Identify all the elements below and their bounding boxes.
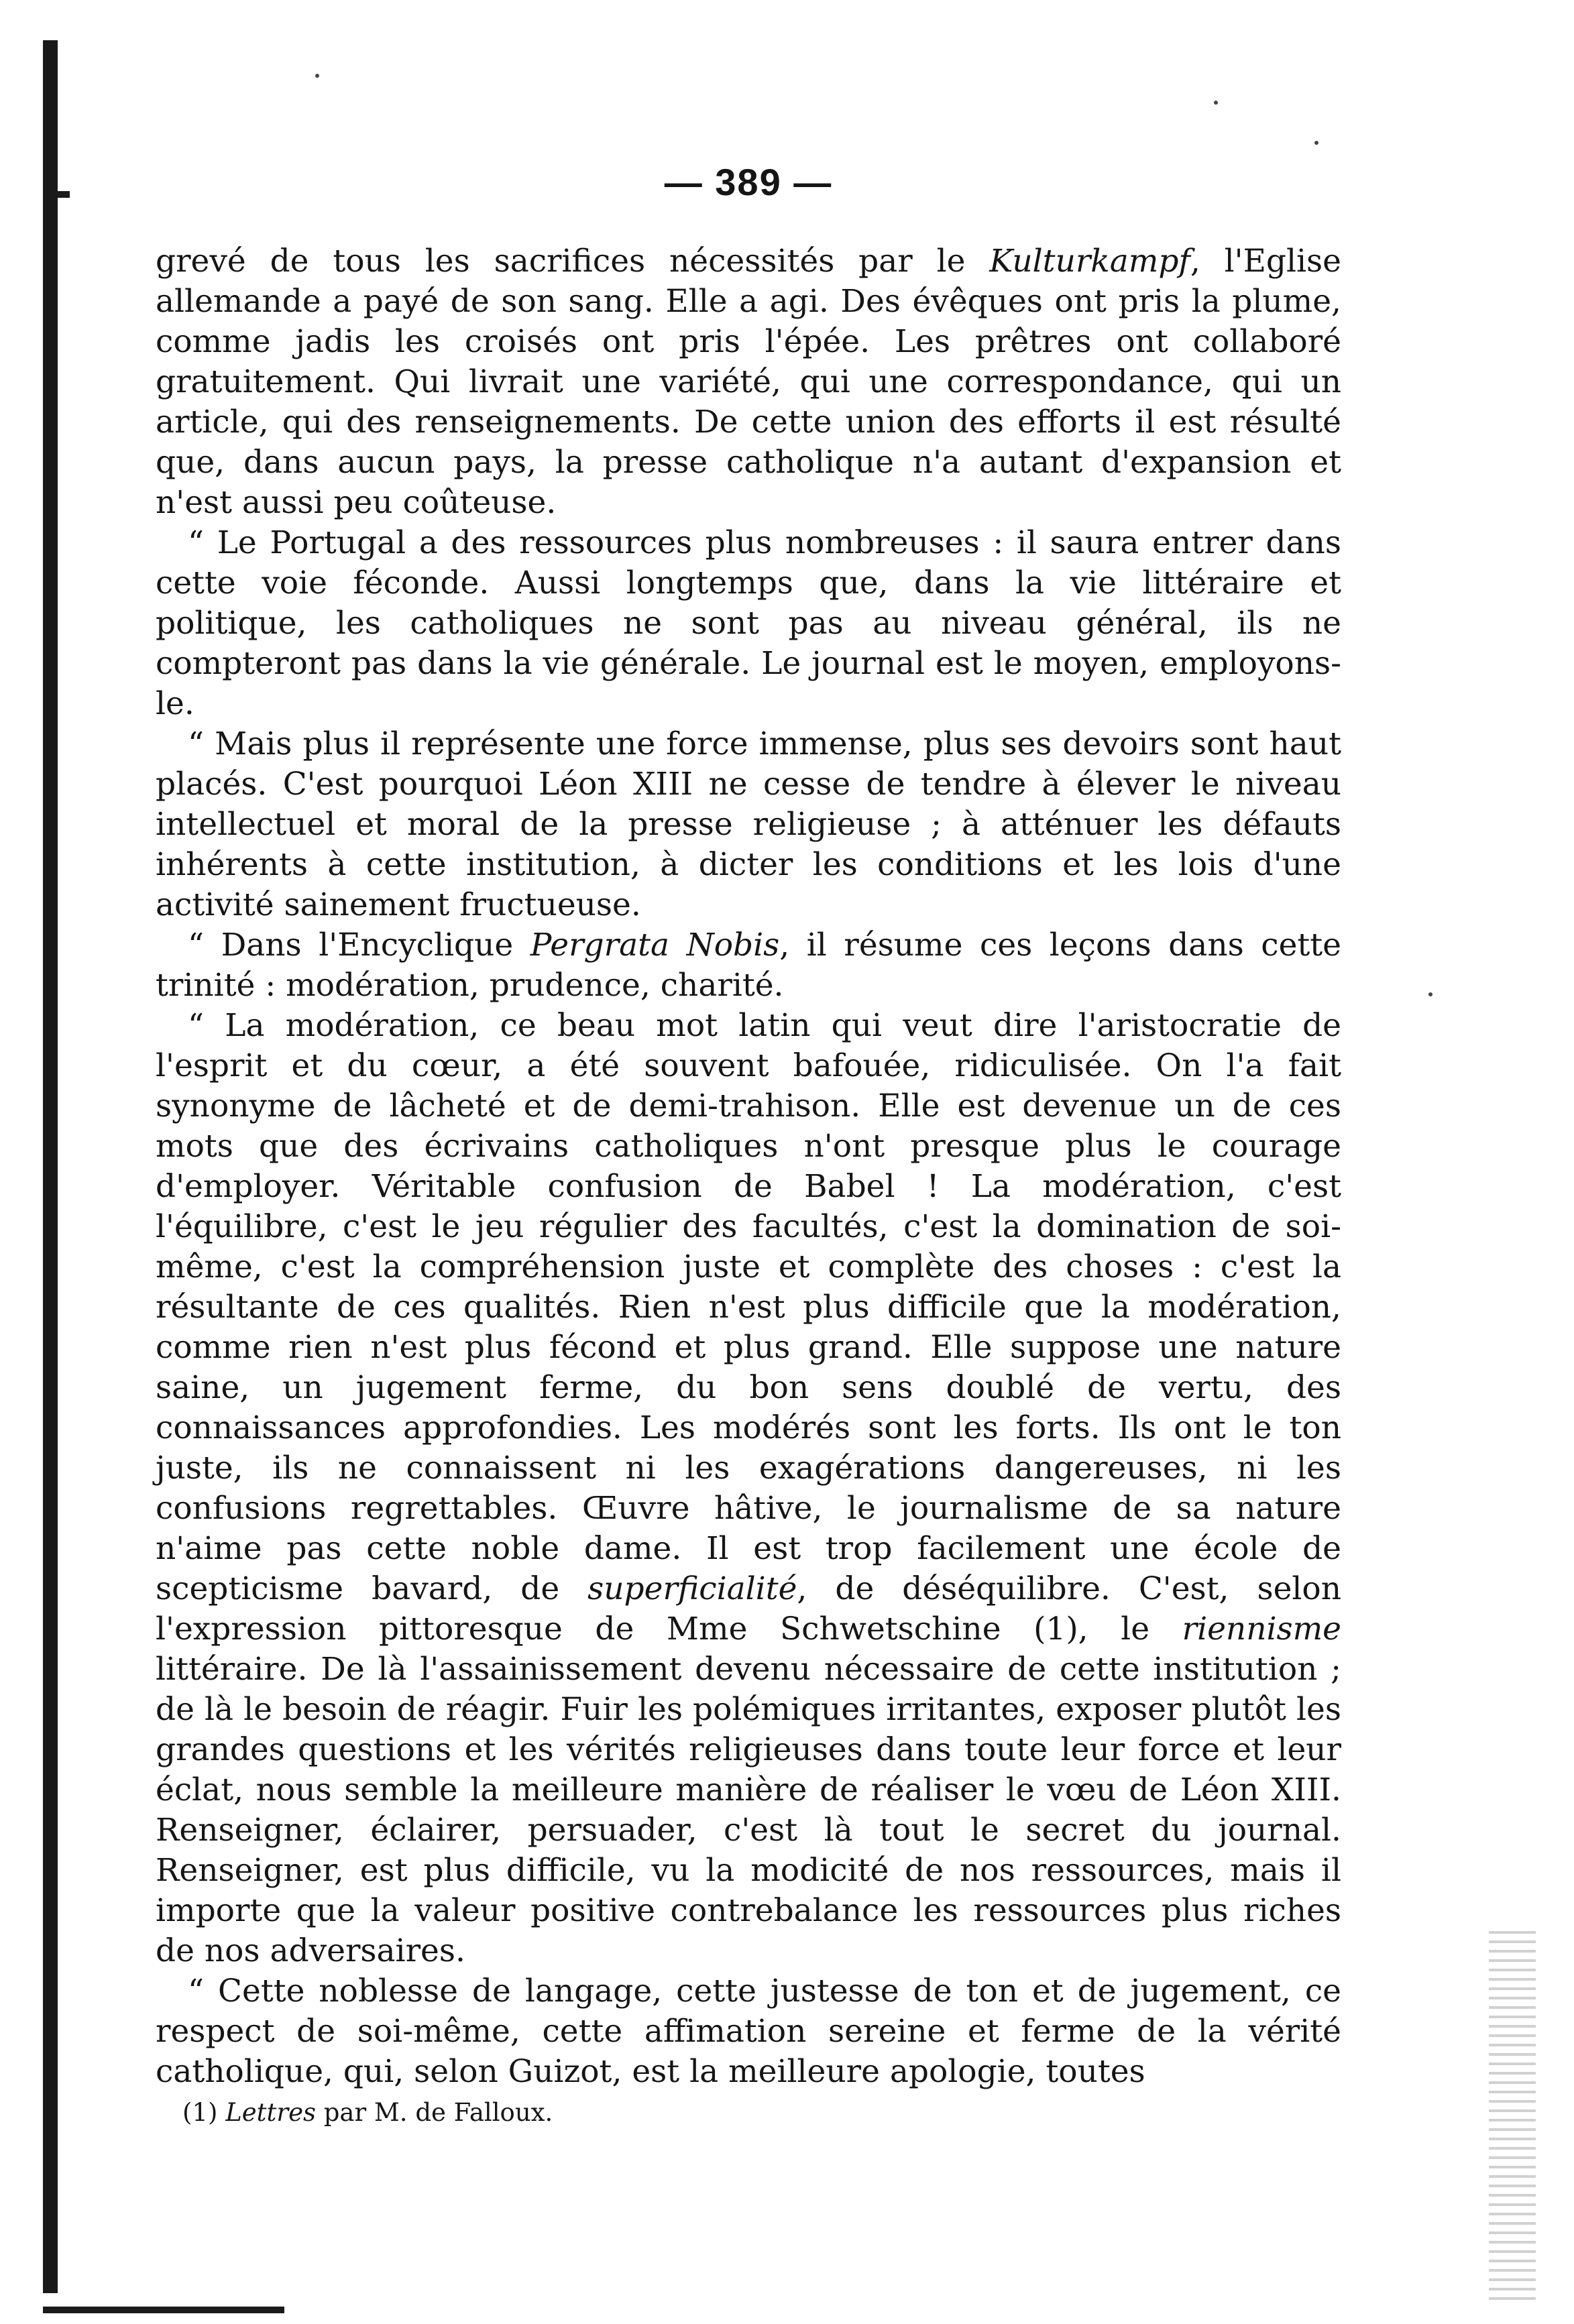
- italic-text: Kulturkampf: [989, 243, 1190, 280]
- page-number: — 389 —: [664, 161, 833, 203]
- paragraph: [156, 1971, 1341, 2092]
- margin-scan-noise: [1489, 1931, 1536, 2307]
- paragraph: [156, 925, 1341, 1006]
- paragraph: [156, 241, 1341, 523]
- paragraph: [156, 523, 1341, 724]
- paragraph: [156, 1006, 1341, 1971]
- print-speck: [315, 74, 319, 78]
- body-text: [156, 241, 1341, 2092]
- text-run: , de déséquilibre. C'est, selon l'expression pittoresque de Mme Schwetschine (1), le: [156, 1570, 1341, 1647]
- text-run: “ Le Portugal a des ressources plus nombreuses : il saura entrer dans cette voie féconde. Aussi longtemps que, dans la vie littéraire et politique, les catholiques ne sont pas au niveau général, ils ne compteront pas dans la vie générale. Le journal est le moyen, employons-le.: [156, 524, 1341, 722]
- italic-text: riennisme: [1182, 1611, 1341, 1647]
- footnote: [156, 2096, 1341, 2130]
- footnote-text: par M. de Falloux.: [315, 2098, 553, 2127]
- paragraph: [156, 724, 1341, 925]
- text-run: , l'Eglise allemande a payé de son sang. Elle a agi. Des évêques ont pris la plume, comme jadis les croisés ont pris l'épée. Les prêtres ont collaboré gratuitement. Qui livrait une variété, qui une correspondance, qui un article, qui des renseignements. De cette union des efforts il est résulté que, dans aucun pays, la presse catholique n'a autant d'expansion et n'est aussi peu coûteuse.: [156, 243, 1341, 521]
- text-run: “ Cette noblesse de langage, cette justesse de ton et de jugement, ce respect de soi-même, cette affimation sereine et ferme de la vérité catholique, qui, selon Guizot, est la meilleure apologie, toutes: [156, 1973, 1341, 2090]
- text-run: “ Dans l'Encyclique: [188, 927, 530, 964]
- text-run: , il résume ces leçons dans cette trinité : modération, prudence, charité.: [156, 927, 1341, 1004]
- print-speck: [1314, 141, 1318, 145]
- text-run: “ Mais plus il représente une force immense, plus ses devoirs sont haut placés. C'est pourquoi Léon XIII ne cesse de tendre à élever le niveau intellectuel et moral de la presse religieuse ; à atténuer les défauts inhérents à cette institution, à dicter les conditions et les lois d'une activité sainement fructueuse.: [156, 725, 1341, 923]
- book-page: [156, 156, 1341, 2130]
- print-speck: [1214, 101, 1218, 105]
- text-run: “ La modération, ce beau mot latin qui veut dire l'aristocratie de l'esprit et du cœur, a été souvent bafouée, ridiculisée. On l'a fait synonyme de lâcheté et de demi-trahison. Elle est devenue un de ces mots que des écrivains catholiques n'ont presque plus le courage d'employer. Véritable confusion de Babel ! La modération, c'est l'équilibre, c'est le jeu régulier des facultés, c'est la domination de soi-même, c'est la compréhension juste et complète des choses : c'est la résultante de ces qualités. Rien n'est plus difficile que la modération, comme rien n'est plus fécond et plus grand. Elle suppose une nature saine, un jugement ferme, du bon sens doublé de vertu, des connaissances approfondies. Les modérés sont les forts. Ils ont le ton juste, ils ne connaissent ni les exagérations dangereuses, ni les confusions regrettables. Œuvre hâtive, le journalisme de sa nature n'aime pas cette noble dame. Il est trop facilement une école de scepticisme bavard, de: [156, 1007, 1341, 1607]
- print-speck: [1428, 992, 1432, 996]
- left-binding-rule: [43, 40, 58, 2293]
- italic-text: Pergrata Nobis: [530, 927, 780, 964]
- italic-text: superficialité: [587, 1570, 797, 1607]
- text-run: littéraire. De là l'assainissement devenu nécessaire de cette institution ; de là le besoin de réagir. Fuir les polémiques irritantes, exposer plutôt les grandes questions et les vérités religieuses dans toute leur force et leur éclat, nous semble la meilleure manière de réaliser le vœu de Léon XIII. Renseigner, éclairer, persuader, c'est là tout le secret du journal. Renseigner, est plus difficile, vu la modicité de nos ressources, mais il importe que la valeur positive contrebalance les ressources plus riches de nos adversaires.: [156, 1651, 1341, 1969]
- footnote-marker: (1): [182, 2098, 218, 2127]
- text-run: grevé de tous les sacrifices nécessités par le: [156, 243, 990, 280]
- footnote-title: Lettres: [225, 2098, 316, 2127]
- bottom-binding-rule: [43, 2307, 284, 2313]
- left-binding-tick: [43, 191, 70, 198]
